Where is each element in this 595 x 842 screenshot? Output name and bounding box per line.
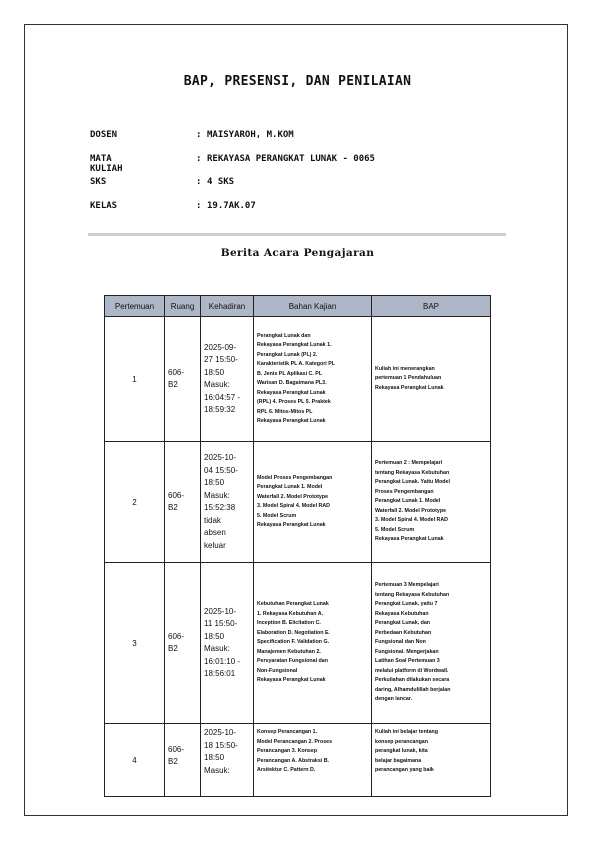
table-row [105, 724, 491, 797]
header-bahan-kajian: Bahan Kajian [254, 296, 372, 317]
header-pertemuan: Pertemuan [105, 296, 165, 317]
cell-attendance: 2025-09- 27 15:50- 18:50 Masuk: 16:04:57 - 18:59:32 [201, 317, 254, 442]
cell-attendance: 2025-10- 18 15:50- 18:50 Masuk: [201, 724, 254, 797]
header-bap: BAP [372, 296, 491, 317]
info-colon: : [196, 200, 202, 211]
header-kehadiran: Kehadiran [201, 296, 254, 317]
info-colon: : [196, 177, 202, 187]
table-row [105, 563, 491, 724]
section-title: Berita Acara Pengajaran [220, 247, 375, 259]
info-label: DOSEN [90, 130, 118, 140]
cell-attendance: 2025-10- 04 15:50- 18:50 Masuk: 15:52:38 tidak absen keluar [201, 442, 254, 563]
teaching-record-table [104, 295, 491, 797]
cell-room: 606- B2 [165, 563, 201, 724]
cell-meeting-number: 3 [105, 563, 165, 724]
cell-topic: Perangkat Lunak dan Rekayasa Perangkat Lunak 1. Perangkat Lunak (PL) 2. Karakteristik PL A. Kategori PL B. Jenis PL Aplikasi C. PL Warisan D. Bagaimana PL3. Rekayasa Perangkat Lunak (RPL) 4. Proses PL 5. Praktek RPL 6. Mitos-Mitos PL Rekayasa Perangkat Lunak [254, 317, 372, 442]
info-value: 4 SKS [207, 177, 235, 187]
document-title: BAP, PRESENSI, DAN PENILAIAN [183, 74, 412, 89]
info-value: 19.7AK.07 [207, 200, 256, 211]
cell-meeting-number: 4 [105, 724, 165, 797]
header-ruang: Ruang [165, 296, 201, 317]
info-colon: : [196, 130, 202, 140]
info-label: SKS [90, 177, 107, 187]
cell-topic: Konsep Perancangan 1. Model Perancangan 2. Proses Perancangan 3. Konsep Perancangan A. Abstraksi B. Arsitektur C. Pattern D. [254, 724, 372, 797]
cell-room: 606- B2 [165, 442, 201, 563]
cell-room: 606- B2 [165, 317, 201, 442]
info-value: MAISYAROH, M.KOM [207, 130, 294, 140]
table-header-row [105, 296, 491, 317]
table-row [105, 317, 491, 442]
info-label: MATA KULIAH [90, 153, 123, 174]
cell-bap: Pertemuan 3 Mempelajari tentang Rekayasa Kebutuhan Perangkat Lunak, yaitu 7 Rekayasa Kebutuhan Perangkat Lunak, dan Perbedaan Kebutuhan Fungsional dan Non Fungsional. Mengerjakan Latihan Soal Pertemuan 3 melalui platform di Wordwall. Perkuliahan dilakukan secara daring, Alhamdulillah berjalan dengan lancar. [372, 563, 491, 724]
cell-meeting-number: 1 [105, 317, 165, 442]
cell-bap: Pertemuan 2 : Mempelajari tentang Rekayasa Kebutuhan Perangkat Lunak. Yaitu Model Proses Pengembangan Perangkat Lunak 1. Model Waterfall 2. Model Prototype 3. Model Spiral 4. Model RAD 5. Model Scrum Rekayasa Perangkat Lunak [372, 442, 491, 563]
section-divider [88, 233, 506, 236]
cell-room: 606- B2 [165, 724, 201, 797]
cell-meeting-number: 2 [105, 442, 165, 563]
cell-bap: Kuliah ini belajar tentang konsep perancangan perangkat lunak, kita belajar bagaimana perancangan yang baik [372, 724, 491, 797]
cell-topic: Kebutuhan Perangkat Lunak 1. Rekayasa Kebutuhan A. Inception B. Elicitation C. Elaboration D. Negotiation E. Specification F. Validation G. Manajemen Kebutuhan 2. Persyaratan Fungsional dan Non-Fungsional Rekayasa Perangkat Lunak [254, 563, 372, 724]
info-colon: : [196, 153, 202, 164]
cell-topic: Model Proses Pengembangan Perangkat Lunak 1. Model Waterfall 2. Model Prototype 3. Model Spiral 4. Model RAD 5. Model Scrum Rekayasa Perangkat Lunak [254, 442, 372, 563]
table-row [105, 442, 491, 563]
info-label: KELAS [90, 200, 118, 211]
cell-bap: Kuliah ini menerangkan pertemuan 1 Pendahuluan Rekayasa Perangkat Lunak [372, 317, 491, 442]
cell-attendance: 2025-10- 11 15:50- 18:50 Masuk: 16:01:10 - 18:56:01 [201, 563, 254, 724]
info-value: REKAYASA PERANGKAT LUNAK - 0065 [207, 153, 375, 164]
